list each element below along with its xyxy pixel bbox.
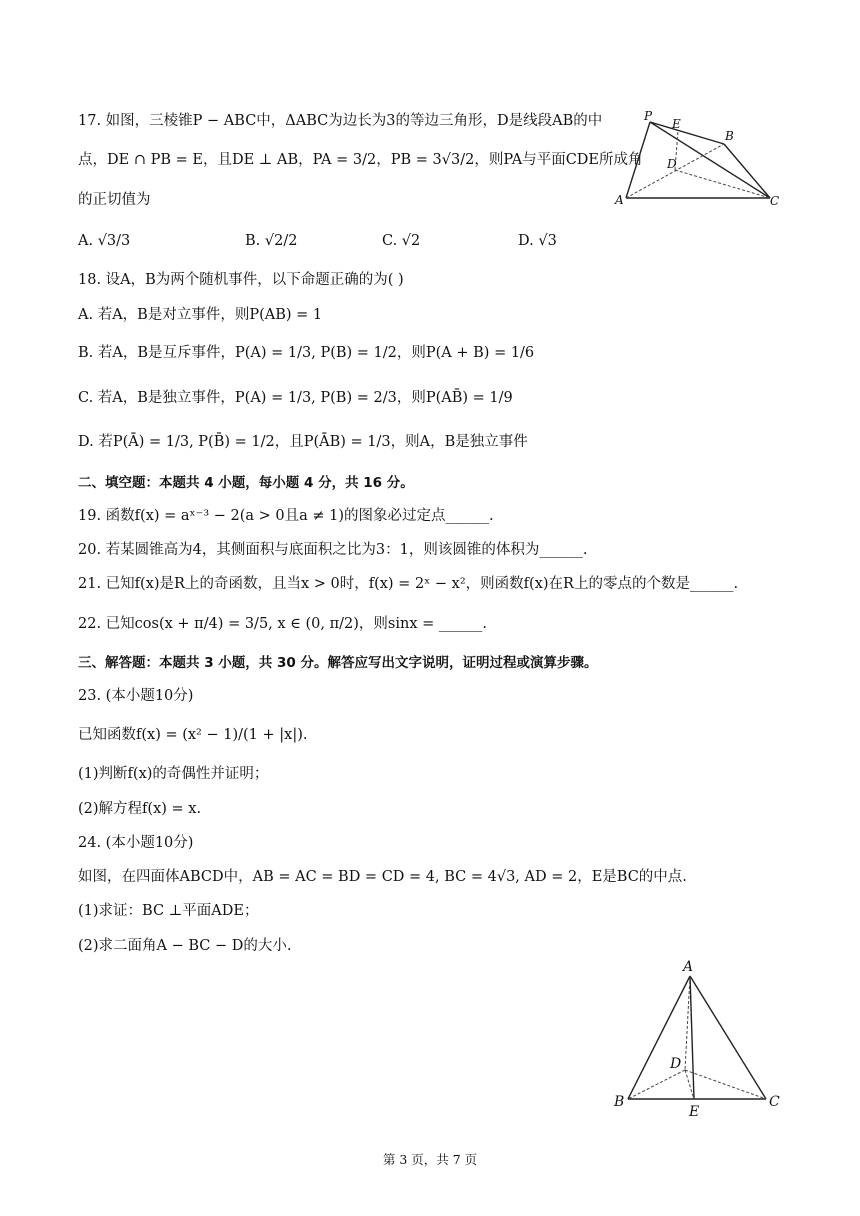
edge-ae	[690, 976, 694, 1099]
label-c: C	[770, 194, 780, 208]
q18-option-d: D. 若P(Ā) = 1/3, P(B̄) = 1/2，且P(ĀB) = 1/3，则A，B是独立事件	[78, 434, 528, 450]
q23-head: 23. (本小题10分)	[78, 688, 194, 704]
q17-line2: 点，DE ∩ PB = E，且DE ⊥ AB，PA = 3/2，PB = 3√3/2，则PA与平面CDE所成角	[78, 152, 643, 168]
q20: 20. 若某圆锥高为4，其侧面积与底面积之比为3：1，则该圆锥的体积为______.	[78, 542, 588, 558]
q18-option-c: C. 若A，B是独立事件，P(A) = 1/3, P(B) = 2/3，则P(AB̄) = 1/9	[78, 390, 513, 406]
q17-line3: 的正切值为	[78, 192, 151, 208]
q18-option-a: A. 若A，B是对立事件，则P(AB) = 1	[78, 307, 323, 323]
q17-option-a: A. √3/3	[78, 233, 131, 249]
page-footer: 第 3 页，共 7 页	[382, 1152, 478, 1167]
q21: 21. 已知f(x)是R上的奇函数，且当x > 0时，f(x) = 2ˣ − x²，则函数f(x)在R上的零点的个数是______.	[78, 576, 739, 592]
edge-ac	[690, 976, 766, 1099]
q24-tetrahedron-figure	[608, 954, 793, 1124]
edge-pa	[626, 122, 650, 198]
edge-ad-hidden	[685, 976, 690, 1070]
edge-bc	[724, 144, 770, 198]
q24-stem: 如图，在四面体ABCD中，AB = AC = BD = CD = 4, BC = 4√3, AD = 2，E是BC的中点.	[78, 869, 687, 885]
q17-option-c: C. √2	[382, 233, 421, 249]
label-d: D	[667, 157, 677, 171]
q24-part2: (2)求二面角A − BC − D的大小.	[78, 938, 292, 954]
q19: 19. 函数f(x) = aˣ⁻³ − 2(a > 0且a ≠ 1)的图象必过定点______.	[78, 508, 494, 524]
q17-option-d: D. √3	[518, 233, 557, 249]
label-e: E	[689, 1104, 700, 1120]
q17-option-b: B. √2/2	[245, 233, 298, 249]
label-b: B	[725, 129, 734, 143]
label-d: D	[670, 1056, 682, 1072]
q24-head: 24. (本小题10分)	[78, 835, 194, 851]
label-b: B	[614, 1094, 625, 1110]
edge-dc-hidden	[675, 170, 770, 198]
label-a: A	[683, 959, 694, 975]
q24-part1: (1)求证：BC ⊥平面ADE；	[78, 903, 259, 919]
q17-line1: 17. 如图，三棱锥P − ABC中，ΔABC为边长为3的等边三角形，D是线段AB的中	[78, 113, 603, 129]
q18-stem: 18. 设A，B为两个随机事件，以下命题正确的为( )	[78, 272, 404, 288]
q22: 22. 已知cos(x + π/4) = 3/5, x ∈ (0, π/2)，则sinx = ______.	[78, 616, 487, 632]
edge-cd-hidden	[685, 1070, 766, 1099]
section-solve-heading: 三、解答题：本题共 3 小题，共 30 分。解答应写出文字说明，证明过程或演算步骤。	[78, 655, 598, 671]
label-e: E	[672, 117, 681, 131]
q17-pyramid-figure	[612, 108, 787, 210]
q18-option-b: B. 若A，B是互斥事件，P(A) = 1/3, P(B) = 1/2，则P(A + B) = 1/6	[78, 345, 535, 361]
label-a: A	[615, 193, 624, 207]
label-c: C	[769, 1094, 780, 1110]
label-p: P	[644, 109, 653, 123]
section-fill-in-heading: 二、填空题：本题共 4 小题，每小题 4 分，共 16 分。	[78, 475, 414, 491]
q23-part2: (2)解方程f(x) = x.	[78, 801, 202, 817]
edge-pb	[650, 122, 724, 144]
edge-ab	[628, 976, 690, 1099]
q23-part1: (1)判断f(x)的奇偶性并证明；	[78, 766, 269, 782]
edge-bd-hidden	[628, 1070, 685, 1099]
q23-stem: 已知函数f(x) = (x² − 1)/(1 + |x|).	[78, 727, 308, 743]
